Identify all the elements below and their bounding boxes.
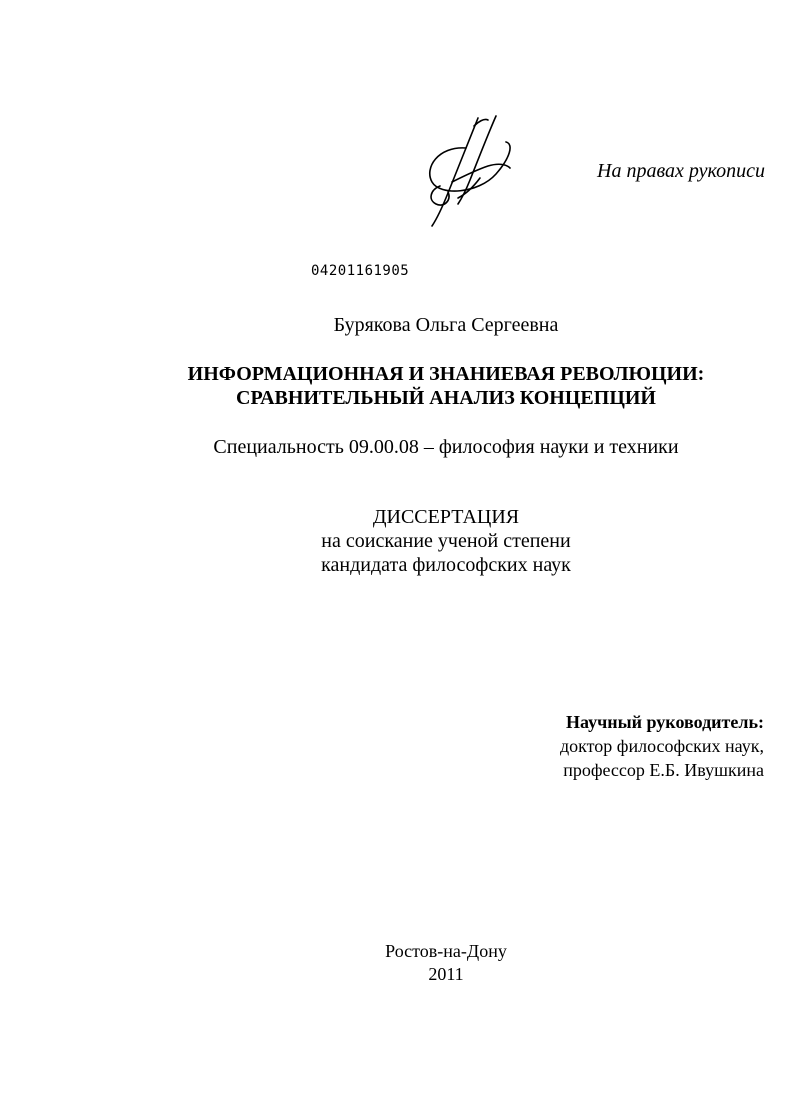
degree-line: кандидата философских наук (321, 554, 571, 576)
supervisor-label: Научный руководитель: (566, 712, 764, 732)
specialty-line: Специальность 09.00.08 – философия науки и техники (213, 436, 679, 458)
supervisor-degree: доктор философских наук, (560, 736, 764, 756)
document-type-heading: ДИССЕРТАЦИЯ (372, 506, 520, 528)
document-type (60, 505, 799, 577)
handwritten-signature (418, 108, 528, 233)
author-name: Бурякова Ольга Сергеевна (333, 314, 559, 336)
catalog-number: 04201161905 (311, 263, 410, 279)
signature-stroke (430, 142, 510, 191)
thesis-title-line: СРАВНИТЕЛЬНЫЙ АНАЛИЗ КОНЦЕПЦИЙ (236, 387, 656, 409)
supervisor-name: профессор Е.Б. Ивушкина (563, 760, 764, 780)
year: 2011 (428, 964, 464, 984)
thesis-title (60, 362, 799, 410)
thesis-title-line: ИНФОРМАЦИОННАЯ И ЗНАНИЕВАЯ РЕВОЛЮЦИИ: (187, 363, 705, 385)
degree-line: на соискание ученой степени (321, 530, 571, 552)
city: Ростов-на-Дону (385, 941, 507, 961)
supervisor-block (480, 710, 764, 782)
manuscript-note: На правах рукописи (597, 160, 765, 182)
place-and-year (60, 940, 799, 986)
